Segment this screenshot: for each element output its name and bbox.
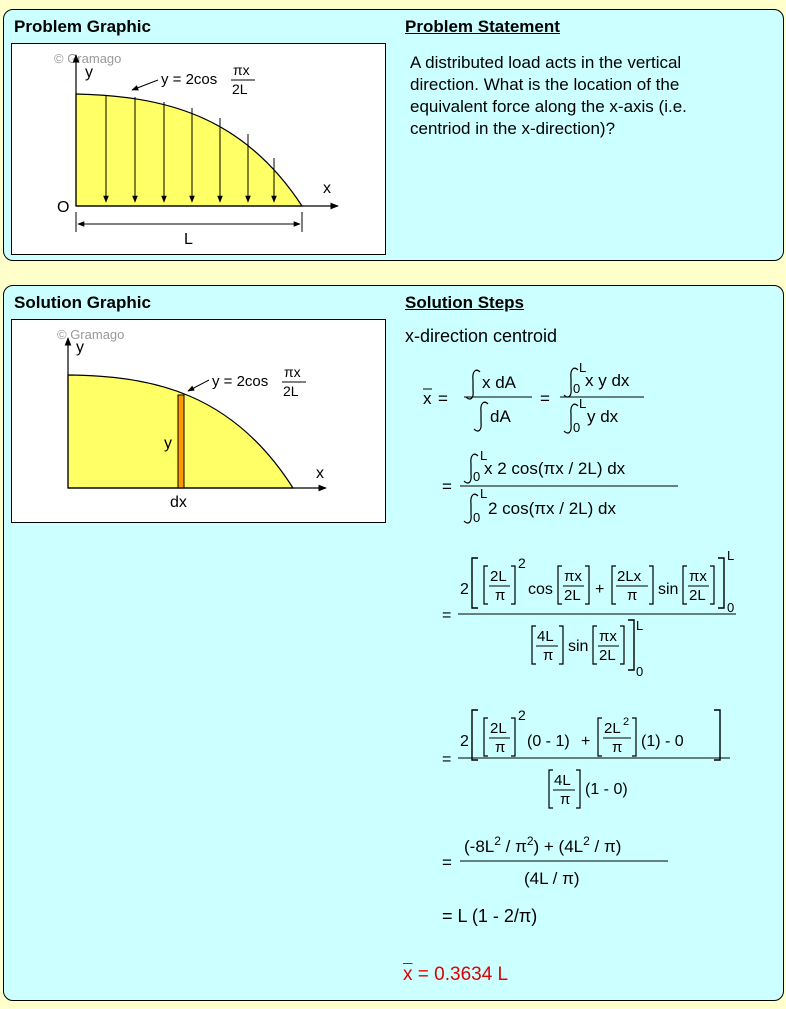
solution-graphic-header: Solution Graphic [14, 293, 151, 312]
length-label: L [184, 231, 193, 248]
frac-den: π [612, 739, 623, 756]
origin-label: O [57, 199, 70, 216]
statement-line: direction. What is the location of the [410, 75, 680, 94]
answer-xbar: $\overline{x}$ [403, 964, 413, 985]
problem-statement-header: Problem Statement [405, 17, 560, 36]
solution-steps-header: Solution Steps [405, 293, 524, 312]
intro-text: x-direction centroid [405, 326, 558, 346]
bracket-right [559, 626, 563, 664]
bracket-left [593, 626, 597, 664]
frac-den: π [627, 587, 638, 604]
cos-func: cos [528, 581, 553, 598]
equation-num: πx [284, 364, 301, 380]
bracket-right [632, 718, 636, 756]
big-bracket-right [714, 710, 720, 760]
step1-equation [400, 360, 660, 440]
equation-lhs: y = 2cos [212, 373, 269, 390]
big-bracket-right [718, 558, 724, 608]
step1-equals-2: = [540, 389, 550, 408]
integral-sign [466, 370, 480, 399]
step1-den2: y dx [587, 407, 619, 426]
load-area [76, 94, 302, 206]
integral-sign [474, 402, 488, 431]
step1-num2: x y dx [585, 371, 630, 390]
plus-sign: + [581, 733, 591, 750]
step2-den: 2 cos(πx / 2L) dx [488, 499, 616, 518]
plus-sign: + [595, 581, 605, 598]
frac-num: 2L [604, 720, 621, 737]
step5-denominator: (4L / π) [524, 869, 580, 888]
limit-upper: L [636, 618, 644, 633]
frac-num: πx [564, 568, 582, 585]
term-one: (0 - 1) [527, 733, 570, 750]
bracket-left [598, 718, 602, 756]
step4-equals: = [442, 751, 452, 768]
step6-result: = L (1 - 2/π) [442, 906, 538, 926]
bracket-right [511, 718, 515, 756]
statement-line: equivalent force along the x-axis (i.e. [410, 97, 687, 116]
equation-leader [188, 380, 209, 391]
coef-two: 2 [460, 733, 469, 750]
statement-line: A distributed load acts in the vertical [410, 53, 682, 72]
exponent: 2 [518, 707, 526, 723]
bracket-left [484, 718, 488, 756]
exponent: 2 [518, 555, 526, 571]
frac-num: πx [599, 628, 617, 645]
coef-two: 2 [460, 581, 469, 598]
big-bracket-left [472, 558, 478, 608]
frac-den: π [495, 587, 506, 604]
limit-lower: 0 [636, 664, 644, 679]
bracket-left [532, 626, 536, 664]
limit-lower: 0 [473, 510, 481, 525]
limit-lower: 0 [573, 381, 581, 396]
bracket-left [549, 770, 553, 808]
strip-height-label: y [164, 435, 172, 452]
bracket-right [710, 566, 714, 604]
x-axis-label: x [316, 465, 324, 482]
bracket-right [576, 770, 580, 808]
y-axis-label: y [76, 339, 84, 356]
x-axis-label: x [323, 180, 331, 197]
step5-equation [438, 826, 688, 896]
step3-equation [438, 546, 778, 686]
equation-den: 2L [283, 383, 299, 399]
equation-num: πx [233, 62, 250, 78]
big-bracket-left [472, 710, 478, 760]
bracket-left [683, 566, 687, 604]
solution-graphic [11, 319, 386, 523]
step4-equation [438, 700, 748, 818]
strip-width-label: dx [170, 494, 187, 511]
problem-graphic [11, 43, 386, 255]
watermark: © Gramago [57, 327, 125, 342]
final-answer [403, 964, 508, 986]
term-three: (1 - 0) [585, 781, 628, 798]
bracket-left [558, 566, 562, 604]
problem-load-diagram [12, 44, 387, 256]
step2-equation [438, 446, 698, 530]
answer-value: = 0.3634 L [412, 964, 509, 985]
bracket-right [585, 566, 589, 604]
frac-num: 2L [490, 720, 507, 737]
frac-num: 4L [554, 772, 571, 789]
frac-num: πx [689, 568, 707, 585]
sin-func: sin [658, 581, 679, 598]
equation-den: 2L [232, 81, 248, 97]
statement-line: centriod in the x-direction)? [410, 119, 616, 138]
bracket-left [484, 566, 488, 604]
equation-leader [132, 80, 158, 90]
bracket-right [511, 566, 515, 604]
frac-den: π [560, 791, 571, 808]
limit-lower: 0 [573, 420, 581, 435]
solution-strip-diagram [12, 320, 387, 524]
equation-lhs: y = 2cos [161, 71, 218, 88]
frac-den: π [543, 647, 554, 664]
step1-den1: dA [490, 407, 511, 426]
frac-den: π [495, 739, 506, 756]
step1-equals-1: = [438, 389, 448, 408]
bracket-right [649, 566, 653, 604]
limit-upper: L [727, 548, 735, 563]
frac-den: 2L [564, 587, 581, 604]
limit-upper: L [579, 360, 587, 375]
problem-statement [410, 52, 687, 140]
sin-func: sin [568, 638, 589, 655]
frac-den: 2L [599, 647, 616, 664]
step5-numerator: $(-8L^2 / \pi^2) + (4L^2 / \pi)$ [464, 834, 622, 856]
frac-num: 2Lx [617, 568, 642, 585]
step2-equals: = [442, 477, 452, 496]
xbar-symbol: x [423, 389, 432, 408]
step3-equals: = [442, 607, 452, 624]
bracket-right [620, 626, 624, 664]
y-axis-label: y [85, 64, 93, 81]
limit-upper: L [480, 486, 488, 501]
bracket-left [612, 566, 616, 604]
step2-num: x 2 cos(πx / 2L) dx [484, 459, 626, 478]
big-bracket-right [628, 620, 634, 670]
limit-lower: 0 [473, 469, 481, 484]
frac-num: 2L [490, 568, 507, 585]
step5-equals: = [442, 853, 452, 872]
frac-num: 4L [537, 628, 554, 645]
differential-strip [178, 395, 184, 488]
problem-graphic-header: Problem Graphic [14, 17, 151, 36]
limit-upper: L [480, 448, 488, 463]
term-two: (1) - 0 [641, 733, 684, 750]
step1-num1: x dA [482, 373, 517, 392]
frac-den: 2L [689, 587, 706, 604]
limit-lower: 0 [727, 600, 735, 615]
exponent: 2 [623, 716, 630, 728]
watermark: © Gramago [54, 51, 122, 66]
limit-upper: L [579, 396, 587, 411]
